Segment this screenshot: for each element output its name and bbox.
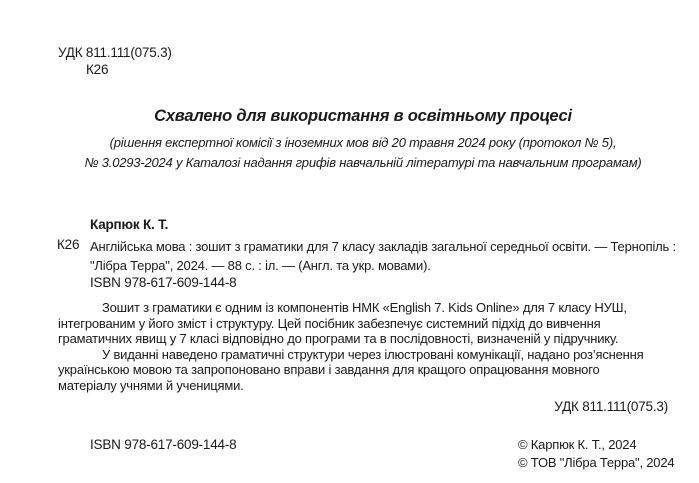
catalog-isbn: ISBN 978-617-609-144-8 (90, 275, 237, 290)
footer-isbn: ISBN 978-617-609-144-8 (90, 437, 237, 452)
catalog-author: Карпюк К. Т. (90, 217, 169, 232)
paragraph-1-line-1: Зошит з граматики є одним із компонентів НМК «English 7. Kids Online» для 7 класу НУШ, (102, 300, 627, 315)
author-sign: К26 (86, 62, 109, 77)
approval-note-line-2: № 3.0293-2024 у Каталозі надання грифів навчальній літературі та навчальним програмам) (84, 155, 642, 170)
paragraph-2-line-1: У виданні наведено граматичні структури через ілюстровані комунікації, надано роз’яснення (102, 346, 644, 362)
udc-number-top: УДК 811.111(075.3) (58, 45, 172, 60)
copyright-block (518, 436, 674, 471)
copyright-author: © Карпюк К. Т., 2024 (518, 437, 637, 452)
annotation-paragraph-1 (58, 300, 643, 347)
udc-classification-block (58, 44, 172, 78)
citation-line-1: Англійська мова : зошит з граматики для 7 класу закладів загальної середньої освіти. — Тернопіль : (90, 239, 676, 254)
udc-number-bottom: УДК 811.111(075.3) (554, 399, 668, 414)
approval-note-line-1: (рішення експертної комісії з іноземних мов від 20 травня 2024 року (протокол № 5), (109, 135, 617, 150)
catalog-citation (90, 237, 676, 275)
catalog-entry-label: К26 (57, 237, 80, 252)
annotation-block (58, 300, 643, 393)
annotation-paragraph-2 (58, 347, 643, 394)
approval-block (58, 106, 668, 173)
paragraph-2-line-2: українською мовою та запропоновано вправи і завдання для кращого опрацювання мовного (58, 362, 600, 377)
citation-line-2: "Лібра Терра", 2024. — 88 с. : іл. — (Англ. та укр. мовами). (90, 258, 431, 273)
approval-heading: Схвалено для використання в освітньому процесі (154, 107, 572, 125)
copyright-publisher: © ТОВ "Лібра Терра", 2024 (518, 454, 675, 470)
paragraph-1-line-2: інтегрованим у його зміст і структуру. Цей посібник забезпечує системний підхід до вивчення (58, 315, 601, 331)
paragraph-2-line-3: матеріалу учнями й ученицями. (58, 377, 244, 393)
paragraph-1-line-3: граматичних явищ у 7 класі відповідно до програми та в послідовності, визначеній у підручнику. (58, 331, 619, 346)
